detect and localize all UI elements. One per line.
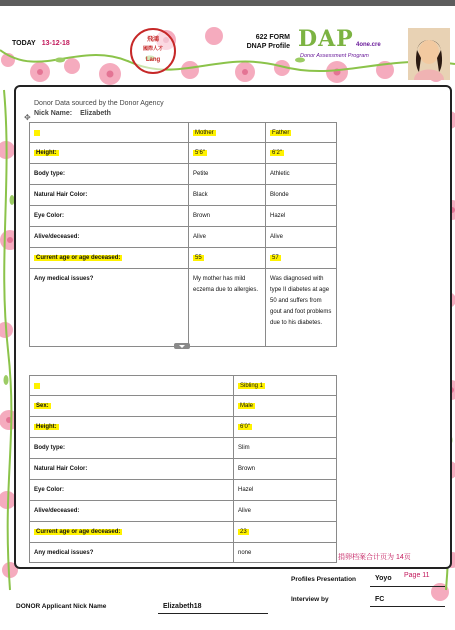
sibling-value: Brown (234, 459, 337, 480)
table-row (30, 543, 337, 563)
page-count-note: 捐卵档案合计页为 14页 (338, 554, 411, 561)
mother-value: 5'6" (189, 143, 266, 164)
form-code: 622 FORM (255, 34, 290, 41)
row-label: Sex: (30, 396, 234, 417)
profiles-label: Profiles Presentation (291, 576, 357, 583)
table-row (30, 185, 337, 206)
form-title (228, 33, 290, 51)
mother-value: 55 (189, 248, 266, 269)
row-label: Any medical issues? (30, 269, 189, 347)
page-number: Page 11 (404, 572, 430, 579)
col-father: Father (266, 123, 337, 143)
father-value: Was diagnosed with type II diabetes at age 50 and suffers from gout and foot problems due to his diabetes. (266, 269, 337, 347)
col-sibling: Sibling 1 (234, 376, 337, 396)
profiles-value: Yoyo (375, 575, 392, 582)
brand-subtitle: Donor Assessment Program (300, 53, 369, 59)
brand-logo: DAP (298, 26, 354, 52)
col-mother: Mother (189, 123, 266, 143)
stamp-text-mid: 國際人才 (142, 46, 163, 52)
parents-table (29, 122, 337, 347)
table-row (30, 248, 337, 269)
father-value: Athletic (266, 164, 337, 185)
move-handle-icon[interactable]: ✥ (24, 113, 31, 122)
donor-nick-name (34, 110, 111, 117)
row-label: Body type: (30, 438, 234, 459)
row-label: Eye Color: (30, 480, 234, 501)
row-label: Eye Color: (30, 206, 189, 227)
table-row (30, 164, 337, 185)
agency-stamp (130, 28, 176, 74)
father-value: Hazel (266, 206, 337, 227)
sibling-value: none (234, 543, 337, 563)
row-label: Current age or age deceased: (30, 248, 189, 269)
interview-underline (370, 606, 445, 607)
table-row (30, 438, 337, 459)
mother-value: Brown (189, 206, 266, 227)
table-row (30, 206, 337, 227)
row-label: Body type: (30, 164, 189, 185)
stamp-text-bottom: Lang (145, 57, 161, 63)
table-row (30, 480, 337, 501)
table-row (30, 522, 337, 543)
sibling-table (29, 375, 337, 563)
today-text: TODAY (12, 40, 36, 47)
sibling-value: 23 (234, 522, 337, 543)
nick-label: Nick Name: (34, 110, 73, 117)
applicant-label: DONOR Applicant Nick Name (16, 603, 107, 610)
person-photo-icon (408, 28, 450, 80)
table-header-row (30, 123, 337, 143)
mother-value: Black (189, 185, 266, 206)
header-blank (30, 123, 189, 143)
table-row (30, 269, 337, 347)
today-label (12, 40, 70, 47)
row-label: Alive/deceased: (30, 227, 189, 248)
table-row (30, 459, 337, 480)
row-label: Natural Hair Color: (30, 459, 234, 480)
table-header-row (30, 376, 337, 396)
father-value: 6'2" (266, 143, 337, 164)
row-label: Natural Hair Color: (30, 185, 189, 206)
today-date: 13-12-18 (41, 40, 70, 47)
father-value: Alive (266, 227, 337, 248)
row-label: Current age or age deceased: (30, 522, 234, 543)
sibling-value: Slim (234, 438, 337, 459)
row-label: Alive/deceased: (30, 501, 234, 522)
mother-value: Alive (189, 227, 266, 248)
profiles-underline (370, 586, 445, 587)
applicant-value: Elizabeth18 (163, 603, 202, 610)
table-row (30, 501, 337, 522)
header-blank (30, 376, 234, 396)
form-name: DNAP Profile (246, 43, 290, 50)
mother-value: My mother has mild eczema due to allergies. (189, 269, 266, 347)
brand-small: 4one.cre (356, 42, 381, 48)
nick-value: Elizabeth (80, 110, 111, 117)
interview-label: Interview by (291, 596, 329, 603)
sibling-value: 6'0" (234, 417, 337, 438)
collapse-handle-icon[interactable] (174, 343, 190, 349)
row-label: Any medical issues? (30, 543, 234, 563)
row-label: Height: (30, 417, 234, 438)
applicant-underline (158, 613, 268, 614)
row-label: Height: (30, 143, 189, 164)
table-row (30, 417, 337, 438)
sibling-value: Alive (234, 501, 337, 522)
father-value: Blonde (266, 185, 337, 206)
table-row (30, 396, 337, 417)
donor-source: Donor Data sourced by the Donor Agency (34, 100, 164, 107)
interview-value: FC (375, 596, 385, 603)
table-row (30, 143, 337, 164)
father-value: 57 (266, 248, 337, 269)
donor-photo (408, 28, 450, 80)
sibling-value: Male (234, 396, 337, 417)
sibling-value: Hazel (234, 480, 337, 501)
stamp-text-top: 飛鴻 (146, 37, 159, 43)
table-row (30, 227, 337, 248)
mother-value: Petite (189, 164, 266, 185)
